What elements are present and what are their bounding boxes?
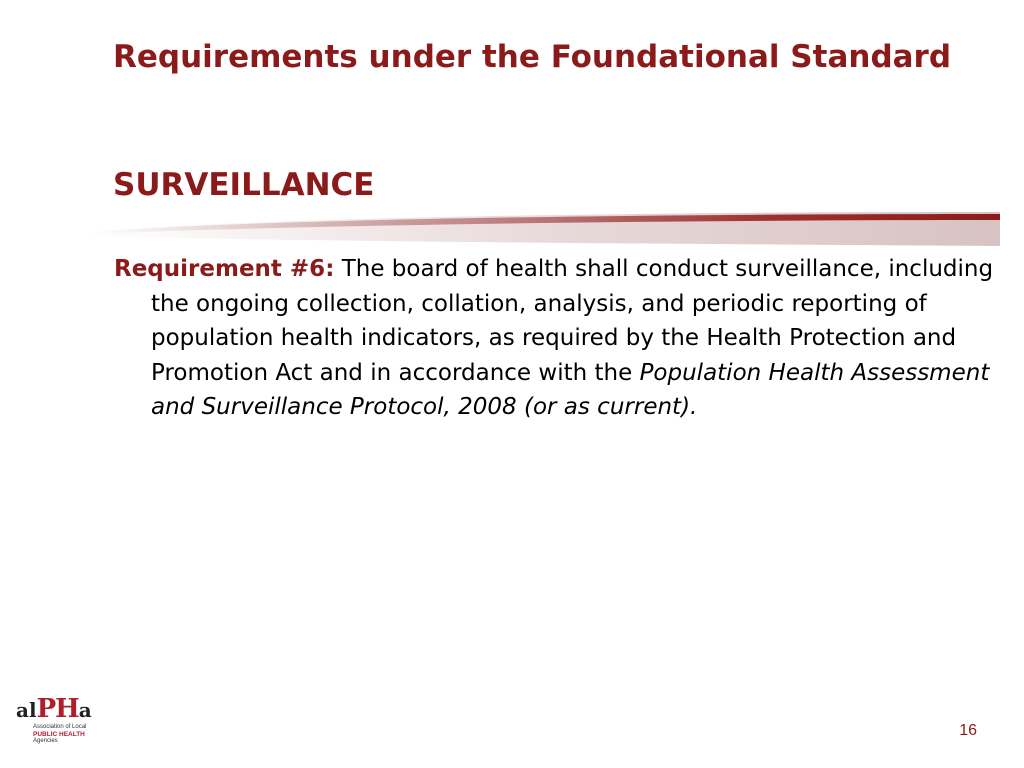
logo-line-2: PUBLIC HEALTH <box>33 731 85 738</box>
requirement-paragraph <box>114 252 1024 425</box>
requirement-label: Requirement #6: <box>114 256 335 282</box>
logo-prefix: al <box>16 698 37 722</box>
requirement-protocol-title: Population Health Assessment and Surveillance Protocol, 2008 (or as current). <box>151 359 990 420</box>
logo-wordmark <box>16 694 92 724</box>
logo-highlight: PH <box>36 694 79 724</box>
page-number: 16 <box>959 722 977 739</box>
slide-subtitle: SURVEILLANCE <box>113 167 375 203</box>
alpha-logo <box>12 694 102 750</box>
logo-line-3: Agencies <box>33 738 58 744</box>
slide-title: Requirements under the Foundational Standard <box>113 39 952 75</box>
logo-suffix: a <box>78 698 92 722</box>
requirement-text: The board of health shall conduct surveillance, including the ongoing collection, collation, analysis, and periodic reporting of population health indicators, as required by the Health Protection and Promotion Act and in accordance with the <box>151 256 994 386</box>
logo-line-1: Association of Local <box>33 724 87 730</box>
title-divider-swoosh <box>90 206 1000 252</box>
